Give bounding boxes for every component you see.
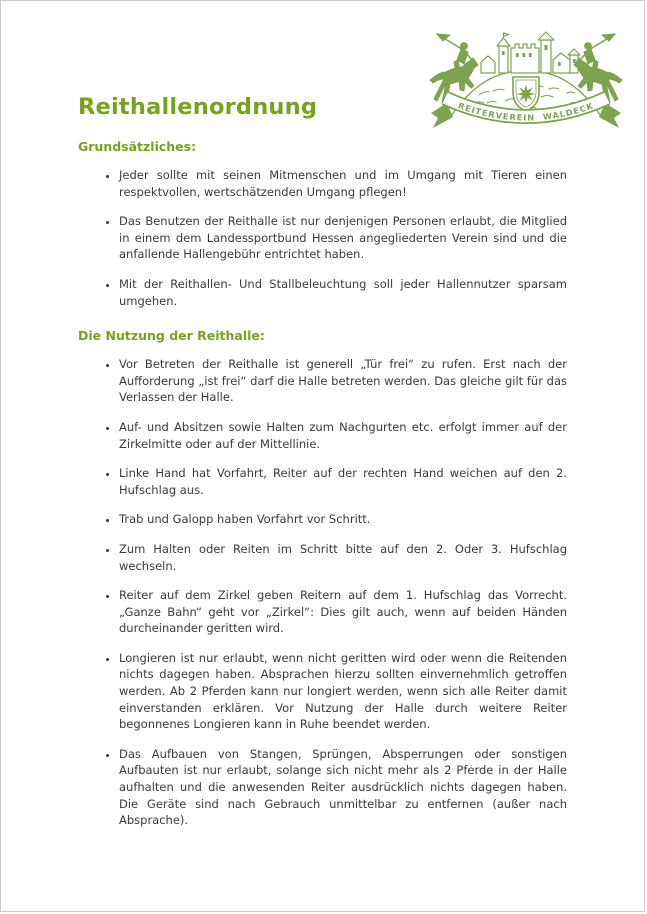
- rule-item: • Das Aufbauen von Stangen, Sprüngen, Absperrungen oder sonstigen Aufbauten ist nur erlaubt, solange sich nicht mehr als 2 Pferde in der Halle aufhalten und die anwesenden Reiter ausdrücklich nichts dagegen haben. Die Geräte sind nach Gebrauch unmittelbar zu entfernen (außer nach Absprache).: [118, 746, 567, 829]
- banner-text: REITERVEREIN WALDECK: [456, 100, 596, 123]
- rules-list-grundsaetzliches: [78, 167, 567, 309]
- rule-item: • Zum Halten oder Reiten im Schritt bitte auf den 2. Oder 3. Hufschlag wechseln.: [118, 541, 567, 574]
- castle-icon: [481, 32, 580, 73]
- section-heading-nutzung: Die Nutzung der Reithalle:: [78, 328, 265, 344]
- document-content: [1, 94, 644, 829]
- club-crest-logo: [421, 31, 631, 136]
- rules-list-nutzung: [78, 356, 567, 829]
- rule-item: • Reiter auf dem Zirkel geben Reitern auf dem 1. Hufschlag das Vorrecht. „Ganze Bahn“ geht vor „Zirkel“: Dies gilt auch, wenn auf beiden Händen durcheinander geritten wird.: [118, 587, 567, 637]
- crest-svg: [421, 31, 631, 136]
- rule-item: • Das Benutzen der Reithalle ist nur denjenigen Personen erlaubt, die Mitglied in einem dem Landessportbund Hessen angegliederten Verein sind und die anfallende Hallengebühr entrichtet haben.: [118, 213, 567, 263]
- rule-item: • Auf- und Absitzen sowie Halten zum Nachgurten etc. erfolgt immer auf der Zirkelmitte oder auf der Mittellinie.: [118, 419, 567, 452]
- shield-star-icon: [513, 77, 539, 111]
- rule-item: • Longieren ist nur erlaubt, wenn nicht geritten wird oder wenn die Reitenden nichts dagegen haben. Absprachen hierzu sollten einvernehmlich getroffen werden. Ab 2 Pferden kann nur longiert werden, wenn sich alle Reiter damit einverstanden erklären. Vor Nutzung der Halle durch weitere Reiter begonnenes Longieren kann in Ruhe beendet werden.: [118, 650, 567, 733]
- rule-item: • Trab und Galopp haben Vorfahrt vor Schritt.: [118, 511, 567, 528]
- rule-item: • Jeder sollte mit seinen Mitmenschen und im Umgang mit Tieren einen respektvollen, wertschätzenden Umgang pflegen!: [118, 167, 567, 200]
- rule-item: • Linke Hand hat Vorfahrt, Reiter auf der rechten Hand weichen auf den 2. Hufschlag aus.: [118, 465, 567, 498]
- section-heading-grundsaetzliches: Grundsätzliches:: [78, 139, 197, 154]
- page-title: Reithallenordnung: [78, 94, 318, 120]
- rule-item: • Mit der Reithallen- Und Stallbeleuchtung soll jeder Hallennutzer sparsam umgehen.: [118, 276, 567, 309]
- rule-item: • Vor Betreten der Reithalle ist generell „Tür frei“ zu rufen. Erst nach der Aufforderung „ist frei“ darf die Halle betreten werden. Das gleiche gilt für das Verlassen der Halle.: [118, 356, 567, 406]
